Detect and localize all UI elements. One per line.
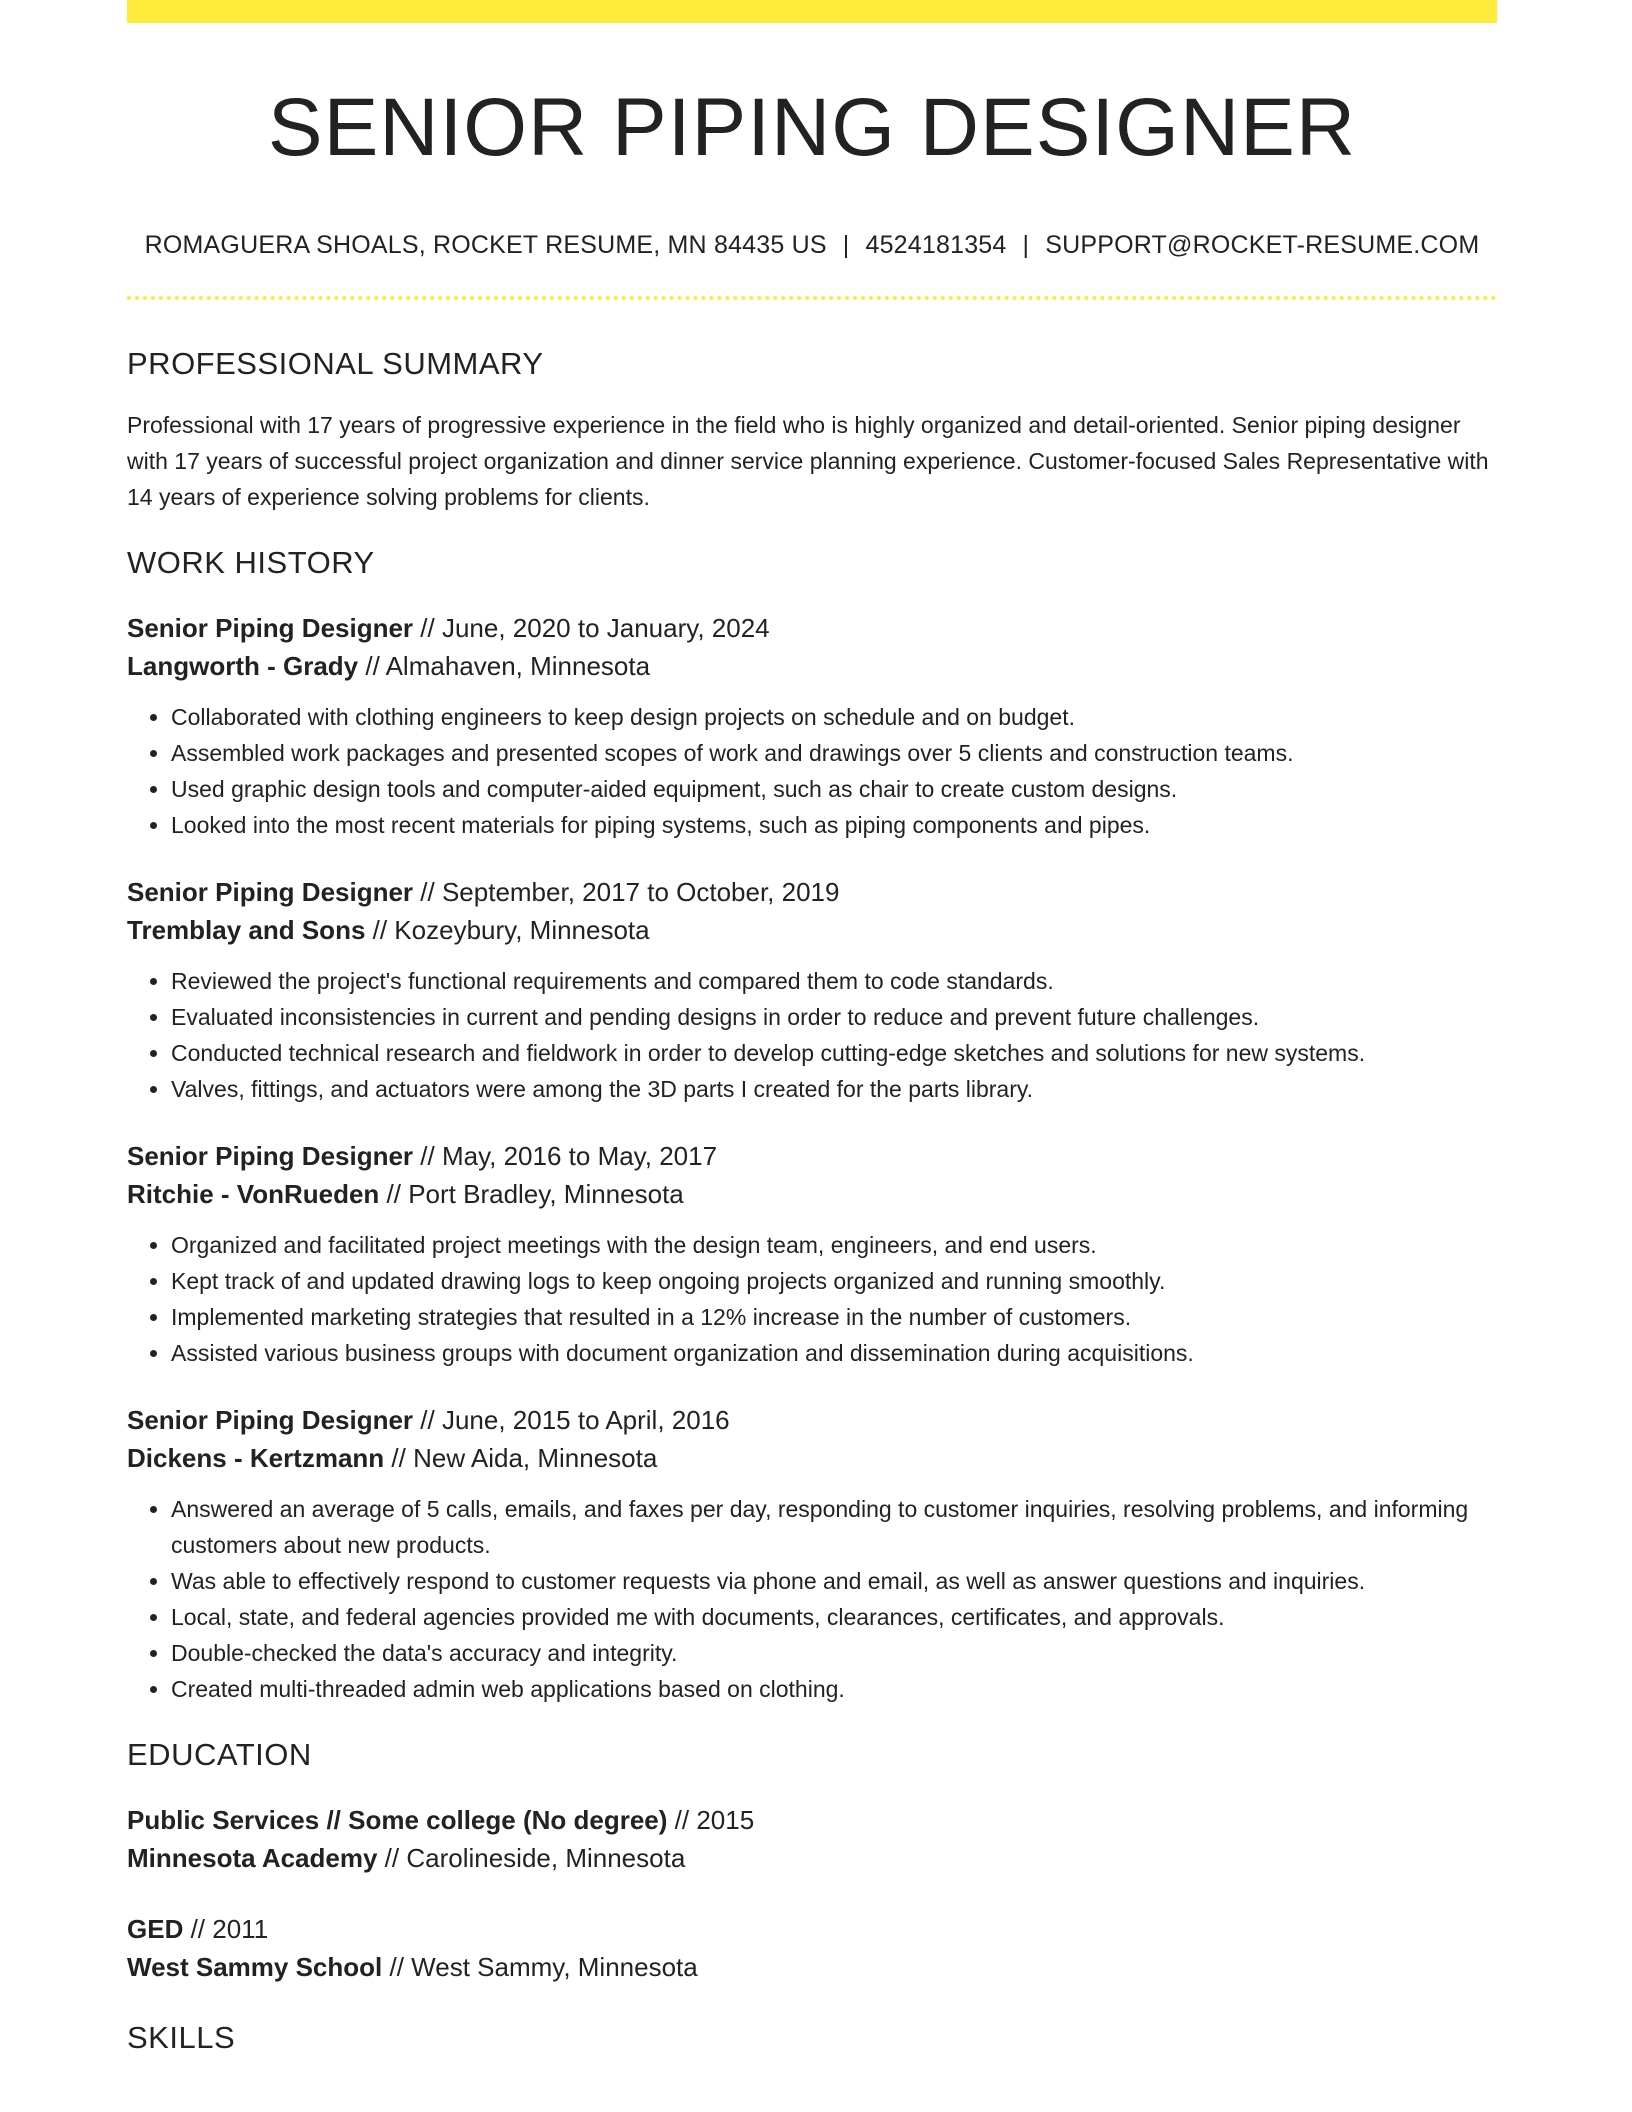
- job-entry: [127, 1137, 1497, 1371]
- job-bullet: • Kept track of and updated drawing logs to keep ongoing projects organized and running smoothly.: [171, 1263, 1497, 1299]
- education-school: West Sammy School: [127, 1952, 383, 1983]
- job-dates: // September, 2017 to October, 2019: [413, 877, 840, 908]
- job-bullet: • Evaluated inconsistencies in current and pending designs in order to reduce and prevent future challenges.: [171, 999, 1497, 1035]
- accent-bar: [127, 0, 1497, 23]
- resume-page: [127, 0, 1497, 2056]
- job-company: Ritchie - VonRueden: [127, 1179, 380, 1210]
- job-bullets: [127, 1227, 1497, 1371]
- job-company-line: [127, 911, 1497, 949]
- job-bullet: • Assisted various business groups with document organization and dissemination during acquisitions.: [171, 1335, 1497, 1371]
- contact-separator: |: [842, 231, 850, 260]
- job-bullets: [127, 699, 1497, 843]
- contact-phone: 4524181354: [865, 231, 1007, 260]
- education-year: // 2011: [183, 1914, 269, 1945]
- job-dates: // June, 2015 to April, 2016: [413, 1405, 730, 1436]
- education-degree: GED: [127, 1914, 184, 1945]
- job-role: Senior Piping Designer: [127, 613, 414, 644]
- job-bullet: • Used graphic design tools and computer-aided equipment, such as chair to create custom designs.: [171, 771, 1497, 807]
- education-location: // Carolineside, Minnesota: [377, 1843, 686, 1874]
- dotted-divider: [127, 296, 1497, 300]
- work-history-list: [127, 609, 1497, 1707]
- education-location: // West Sammy, Minnesota: [382, 1952, 698, 1983]
- summary-heading: PROFESSIONAL SUMMARY: [127, 346, 544, 382]
- education-entry: [127, 1801, 1497, 1877]
- education-degree: Public Services // Some college (No degree): [127, 1805, 668, 1836]
- job-title-line: [127, 609, 1497, 647]
- job-company: Tremblay and Sons: [127, 915, 366, 946]
- job-location: // New Aida, Minnesota: [384, 1443, 658, 1474]
- job-bullets: [127, 1491, 1497, 1707]
- education-school-line: [127, 1948, 1497, 1986]
- job-company: Langworth - Grady: [127, 651, 359, 682]
- education-entry: [127, 1910, 1497, 1986]
- education-school-line: [127, 1839, 1497, 1877]
- job-dates: // May, 2016 to May, 2017: [413, 1141, 718, 1172]
- job-location: // Almahaven, Minnesota: [358, 651, 651, 682]
- job-company-line: [127, 1439, 1497, 1477]
- job-location: // Port Bradley, Minnesota: [379, 1179, 684, 1210]
- job-bullet: • Answered an average of 5 calls, emails, and faxes per day, responding to customer inquiries, resolving problems, and informing customers about new products.: [171, 1491, 1497, 1563]
- job-role: Senior Piping Designer: [127, 877, 414, 908]
- education-degree-line: [127, 1910, 1497, 1948]
- contact-email: SUPPORT@ROCKET-RESUME.COM: [1045, 231, 1480, 260]
- resume-title: SENIOR PIPING DESIGNER: [267, 82, 1357, 173]
- job-entry: [127, 609, 1497, 843]
- job-bullet: • Valves, fittings, and actuators were among the 3D parts I created for the parts library.: [171, 1071, 1497, 1107]
- job-entry: [127, 1401, 1497, 1707]
- job-dates: // June, 2020 to January, 2024: [413, 613, 770, 644]
- job-bullet: • Local, state, and federal agencies provided me with documents, clearances, certificates, and approvals.: [171, 1599, 1497, 1635]
- education-school: Minnesota Academy: [127, 1843, 378, 1874]
- job-bullet: • Assembled work packages and presented scopes of work and drawings over 5 clients and construction teams.: [171, 735, 1497, 771]
- job-location: // Kozeybury, Minnesota: [365, 915, 650, 946]
- contact-line: [127, 231, 1497, 260]
- job-bullet: • Looked into the most recent materials for piping systems, such as piping components and pipes.: [171, 807, 1497, 843]
- job-bullet: • Was able to effectively respond to customer requests via phone and email, as well as answer questions and inquiries.: [171, 1563, 1497, 1599]
- job-bullet: • Double-checked the data's accuracy and integrity.: [171, 1635, 1497, 1671]
- job-title-line: [127, 1401, 1497, 1439]
- contact-separator: |: [1022, 231, 1030, 260]
- job-company-line: [127, 647, 1497, 685]
- education-heading: EDUCATION: [127, 1737, 312, 1773]
- job-bullet: • Conducted technical research and fieldwork in order to develop cutting-edge sketches and solutions for new systems.: [171, 1035, 1497, 1071]
- education-year: // 2015: [667, 1805, 755, 1836]
- education-degree-line: [127, 1801, 1497, 1839]
- summary-text: Professional with 17 years of progressive experience in the field who is highly organized and detail-oriented. Senior piping designer with 17 years of successful project organization and dinner service planning experience. Customer-focused Sales Representative with 14 years of experience solving problems for clients.: [127, 412, 1489, 511]
- job-bullet: • Implemented marketing strategies that resulted in a 12% increase in the number of customers.: [171, 1299, 1497, 1335]
- job-bullet: • Collaborated with clothing engineers to keep design projects on schedule and on budget.: [171, 699, 1497, 735]
- job-bullets: [127, 963, 1497, 1107]
- job-role: Senior Piping Designer: [127, 1405, 414, 1436]
- contact-address: ROMAGUERA SHOALS, ROCKET RESUME, MN 84435 US: [144, 231, 827, 260]
- job-bullet: • Created multi-threaded admin web applications based on clothing.: [171, 1671, 1497, 1707]
- skills-heading: SKILLS: [127, 2020, 236, 2056]
- job-entry: [127, 873, 1497, 1107]
- job-title-line: [127, 1137, 1497, 1175]
- job-role: Senior Piping Designer: [127, 1141, 414, 1172]
- job-company-line: [127, 1175, 1497, 1213]
- job-company: Dickens - Kertzmann: [127, 1443, 385, 1474]
- work-history-heading: WORK HISTORY: [127, 545, 375, 581]
- job-bullet: • Reviewed the project's functional requirements and compared them to code standards.: [171, 963, 1497, 999]
- job-bullet: • Organized and facilitated project meetings with the design team, engineers, and end users.: [171, 1227, 1497, 1263]
- job-title-line: [127, 873, 1497, 911]
